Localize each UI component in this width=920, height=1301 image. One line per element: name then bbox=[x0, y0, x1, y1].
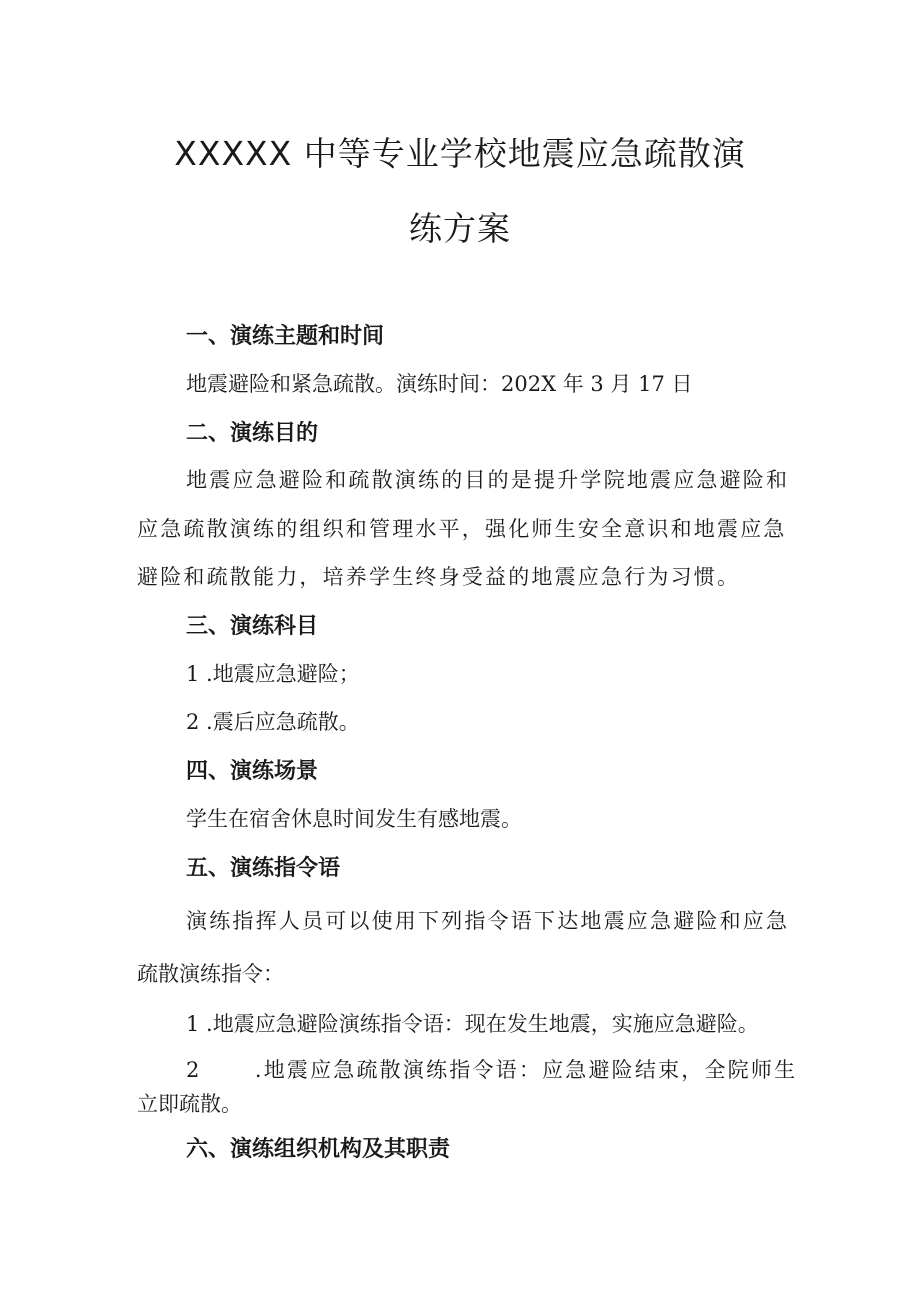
section-1-paragraph: 地震避险和紧急疏散。演练时间：202X 年 3 月 17 日 bbox=[186, 372, 693, 396]
section-5-item-2-line-1: 2 .地震应急疏散演练指令语：应急避险结束，全院师生 bbox=[186, 1058, 798, 1082]
document-title-line-2: 练方案 bbox=[409, 209, 511, 248]
section-heading-5: 五、演练指令语 bbox=[186, 856, 341, 881]
section-4-paragraph: 学生在宿舍休息时间发生有感地震。 bbox=[186, 807, 522, 831]
section-2-paragraph-line-1: 地震应急避险和疏散演练的目的是提升学院地震应急避险和 bbox=[186, 468, 790, 492]
section-heading-4: 四、演练场景 bbox=[186, 759, 319, 784]
section-heading-3: 三、演练科目 bbox=[186, 614, 319, 639]
section-2-paragraph-line-3: 避险和疏散能力，培养学生终身受益的地震应急行为习惯。 bbox=[137, 565, 741, 589]
section-2-paragraph-line-2: 应急疏散演练的组织和管理水平，强化师生安全意识和地震应急 bbox=[137, 517, 787, 541]
section-5-paragraph-line-2: 疏散演练指令： bbox=[137, 962, 284, 986]
section-heading-1: 一、演练主题和时间 bbox=[186, 324, 385, 349]
section-3-item-2: 2 .震后应急疏散。 bbox=[186, 710, 360, 734]
section-3-item-1: 1 .地震应急避险； bbox=[186, 662, 360, 686]
section-5-paragraph-line-1: 演练指挥人员可以使用下列指令语下达地震应急避险和应急 bbox=[186, 909, 790, 933]
section-5-item-2-line-2: 立即疏散。 bbox=[137, 1092, 242, 1116]
document-title-line-1: XXXXX 中等专业学校地震应急疏散演 bbox=[174, 134, 746, 173]
section-5-item-1: 1 .地震应急避险演练指令语：现在发生地震，实施应急避险。 bbox=[186, 1012, 759, 1036]
section-heading-2: 二、演练目的 bbox=[186, 421, 319, 446]
section-heading-6: 六、演练组织机构及其职责 bbox=[186, 1137, 451, 1162]
